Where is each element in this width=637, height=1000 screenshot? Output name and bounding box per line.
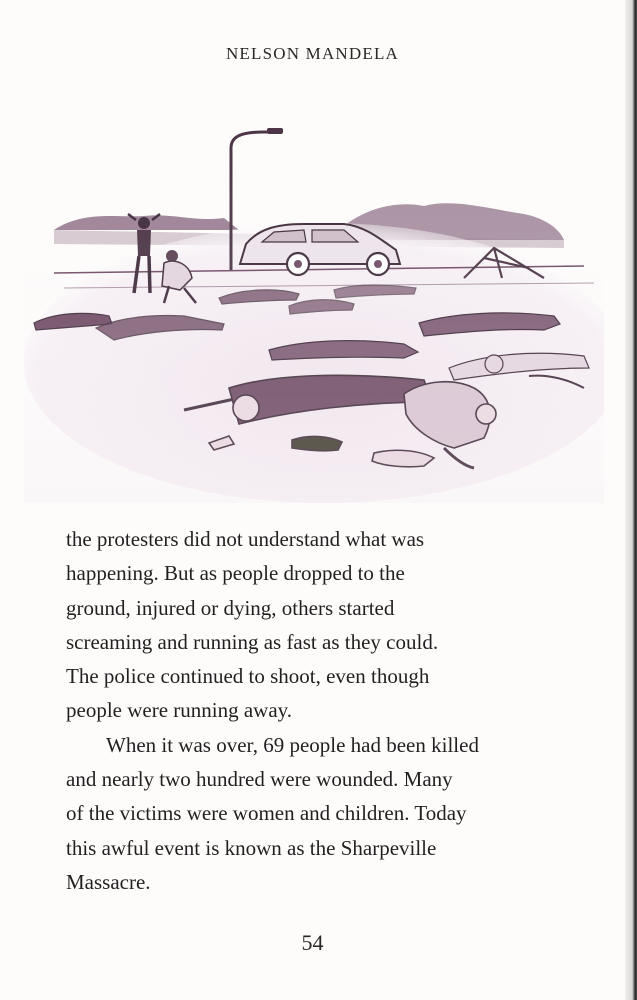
text-line: the protesters did not understand what was (66, 527, 425, 551)
body-text (66, 522, 566, 899)
text-line: happening. But as people dropped to the (66, 561, 405, 586)
text-line: and nearly two hundred were wounded. Many (66, 767, 453, 792)
text-line: screaming and running as fast as they could. (66, 629, 439, 654)
paragraph-2 (66, 728, 566, 899)
text-line: people were running away. (66, 698, 293, 723)
paragraph-1 (66, 522, 566, 728)
sharpeville-illustration (24, 118, 604, 503)
page-number: 54 (301, 930, 324, 955)
running-head: NELSON MANDELA (225, 44, 400, 63)
text-line: The police continued to shoot, even though (66, 664, 430, 689)
text-line: When it was over, 69 people had been killed (106, 732, 479, 757)
text-line: of the victims were women and children. Today (66, 801, 467, 826)
text-line: ground, injured or dying, others started (66, 595, 395, 620)
text-line: Massacre. (66, 869, 151, 894)
text-line: this awful event is known as the Sharpeville (66, 835, 437, 860)
page-edge-shadow (625, 0, 637, 1000)
